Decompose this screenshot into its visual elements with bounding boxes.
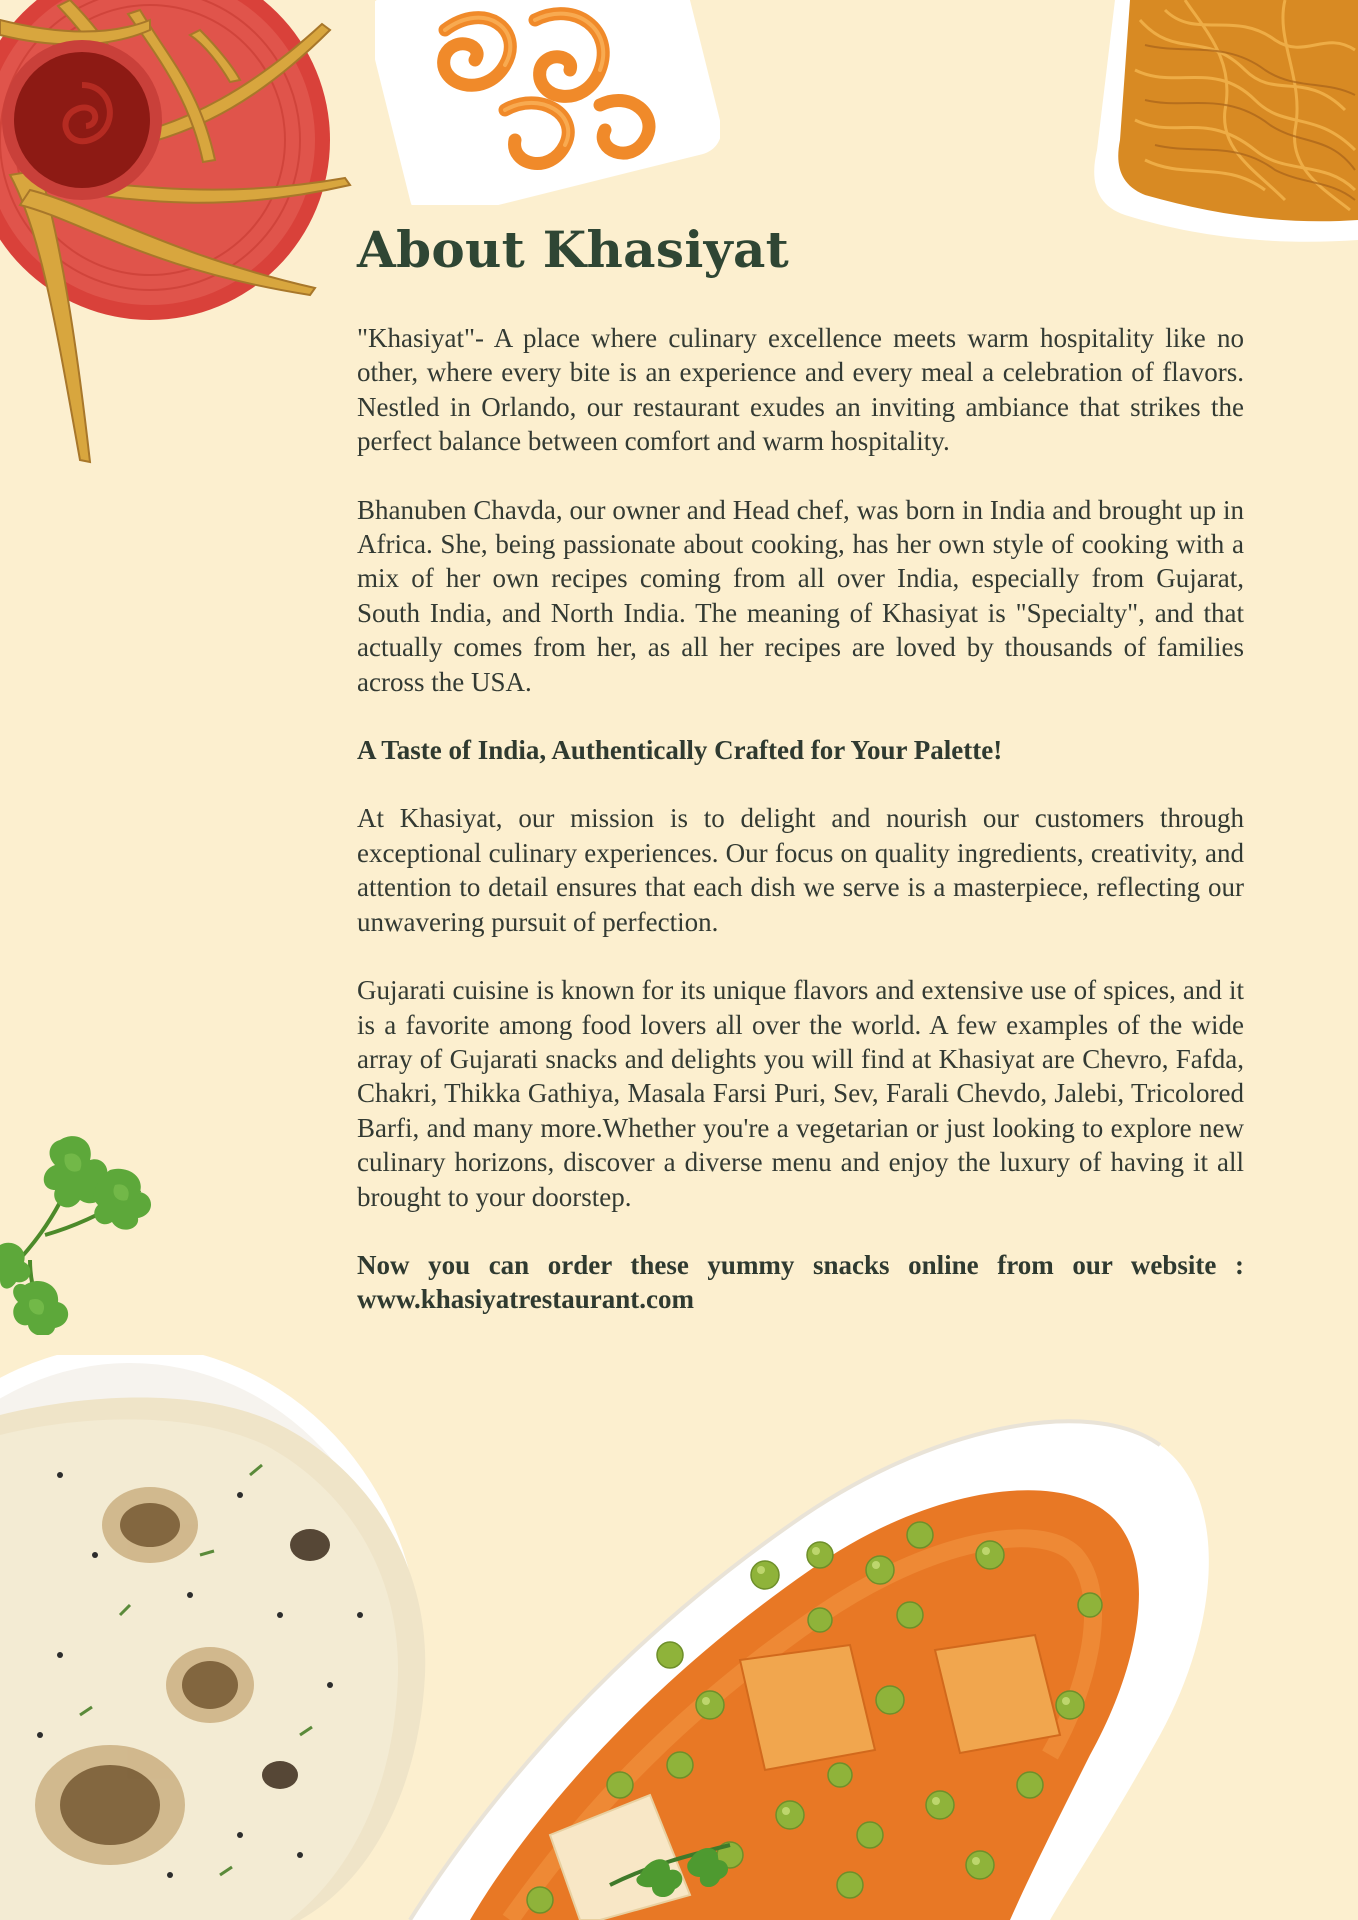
cilantro-image <box>0 1130 155 1335</box>
order-online-cta: Now you can order these yummy snacks online from our website : www.khasiyatrestaurant.com <box>357 1249 1244 1315</box>
jalebi-image <box>375 0 720 205</box>
owner-paragraph: Bhanuben Chavda, our owner and Head chef, was born in India and brought up in Africa. She, being passionate about cooking, has her own style of cooking with a mix of her own recipes coming from all over India, especially from Gujarat, South India, and North India. The meaning of Khasiyat is "Specialty", and that actually comes from her, as all her recipes are loved by thousands of families across the USA. <box>357 494 1244 697</box>
intro-paragraph: "Khasiyat"- A place where culinary excellence meets warm hospitality like no other, where every bite is an experience and every meal a celebration of flavors. Nestled in Orlando, our restaurant exudes an inviting ambiance that strikes the perfect balance between comfort and warm hospitality. <box>357 323 1244 457</box>
mission-paragraph: At Khasiyat, our mission is to delight and nourish our customers through exceptional culinary experiences. Our focus on quality ingredients, creativity, and attention to detail ensures that each dish we serve is a masterpiece, reflecting our unwavering pursuit of perfection. <box>357 803 1244 937</box>
cuisine-paragraph: Gujarati cuisine is known for its unique flavors and extensive use of spices, and it is a favorite among food lovers all over the world. A few examples of the wide array of Gujarati snacks and delights you will find at Khasiyat are Chevro, Fafda, Chakri, Thikka Gathiya, Masala Farsi Puri, Sev, Farali Chevdo, Jalebi, Tricolored Barfi, and many more.Whether you're a vegetarian or just looking to explore new culinary horizons, discover a diverse menu and enjoy the luxury of having it all brought to your doorstep. <box>357 975 1244 1212</box>
tagline-heading: A Taste of India, Authentically Crafted for Your Palette! <box>357 735 1003 766</box>
paneer-curry-image <box>370 1405 1358 1920</box>
fried-peppers-image <box>0 0 380 480</box>
page-title: About Khasiyat <box>357 220 790 279</box>
about-section <box>357 222 1244 1317</box>
sev-bowl-image <box>1085 0 1358 250</box>
